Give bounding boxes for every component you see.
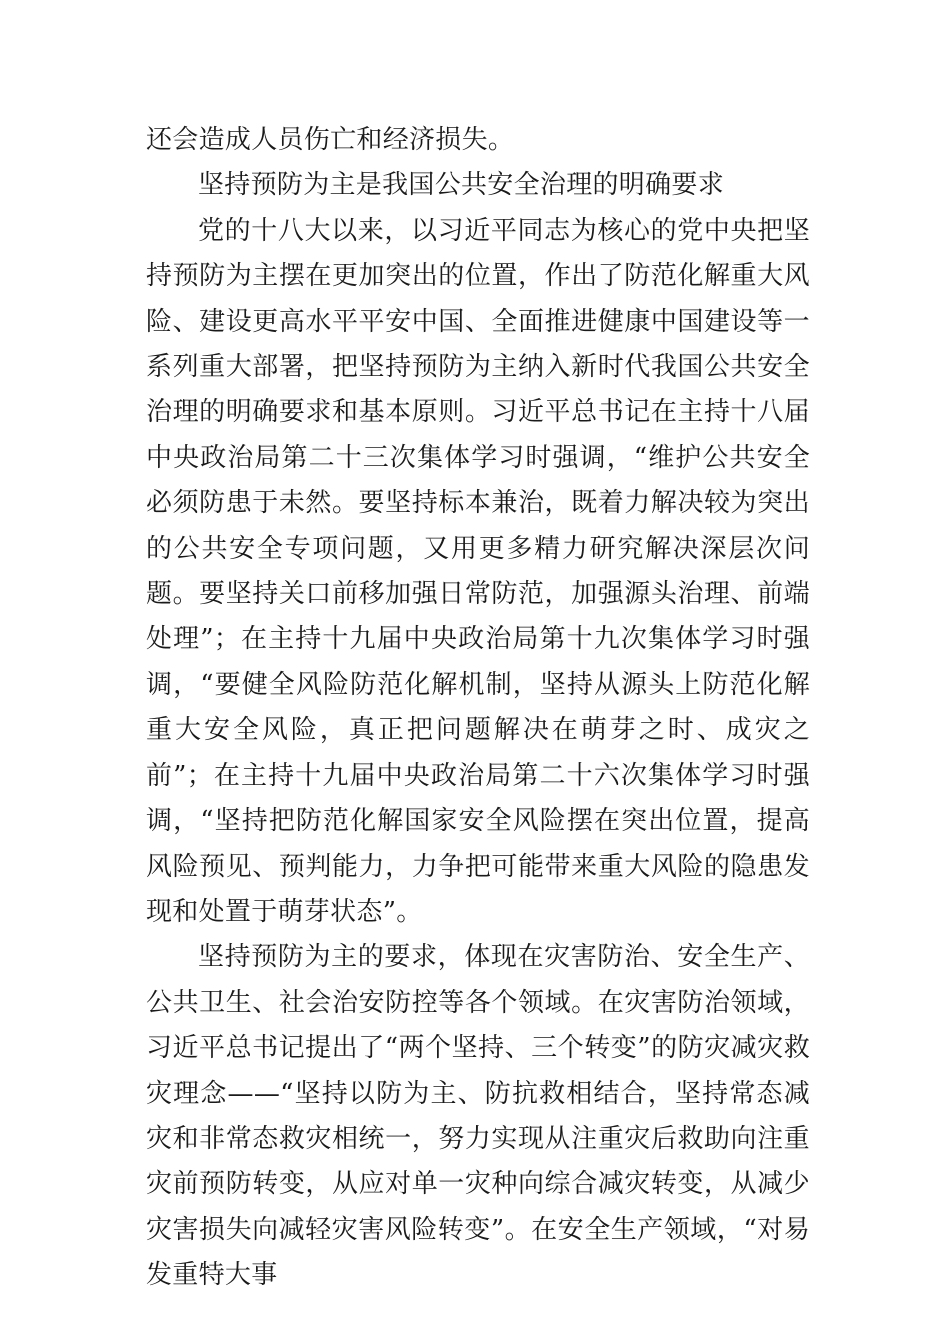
paragraph-continuation: 还会造成人员伤亡和经济损失。 bbox=[146, 125, 515, 155]
paragraph: 党的十八大以来，以习近平同志为核心的党中央把坚持预防为主摆在更加突出的位置，作出了防范化解重大风险、建设更高水平平安中国、全面推进健康中国建设等一系列重大部署，把坚持预防为主纳入新时代我国公共安全治理的明确要求和基本原则。习近平总书记在主持十八届中央政治局第二十三次集体学习时强调，“维护公共安全必须防患于未然。要坚持标本兼治，既着力解决较为突出的公共安全专项问题，又用更多精力研究解决深层次问题。要坚持关口前移加强日常防范，加强源头治理、前端处理”；在主持十九届中央政治局第十九次集体学习时强调，“要健全风险防范化解机制，坚持从源头上防范化解重大安全风险，真正把问题解决在萌芽之时、成灾之前”；在主持十九届中央政治局第二十六次集体学习时强调，“坚持把防范化解国家安全风险摆在突出位置，提高风险预见、预判能力，力争把可能带来重大风险的隐患发现和处置于萌芽状态”。 bbox=[146, 215, 810, 927]
body-text bbox=[146, 118, 810, 1299]
section-heading: 坚持预防为主是我国公共安全治理的明确要求 bbox=[198, 170, 725, 201]
paragraph: 坚持预防为主的要求，体现在灾害防治、安全生产、公共卫生、社会治安防控等各个领域。在灾害防治领域，习近平总书记提出了“两个坚持、三个转变”的防灾减灾救灾理念——“坚持以防为主、防抗救相结合，坚持常态减灾和非常态救灾相统一，努力实现从注重灾后救助向注重灾前预防转变，从应对单一灾种向综合减灾转变，从减少灾害损失向减轻灾害风险转变”。在安全生产领域，“对易发重特大事 bbox=[146, 942, 810, 1291]
